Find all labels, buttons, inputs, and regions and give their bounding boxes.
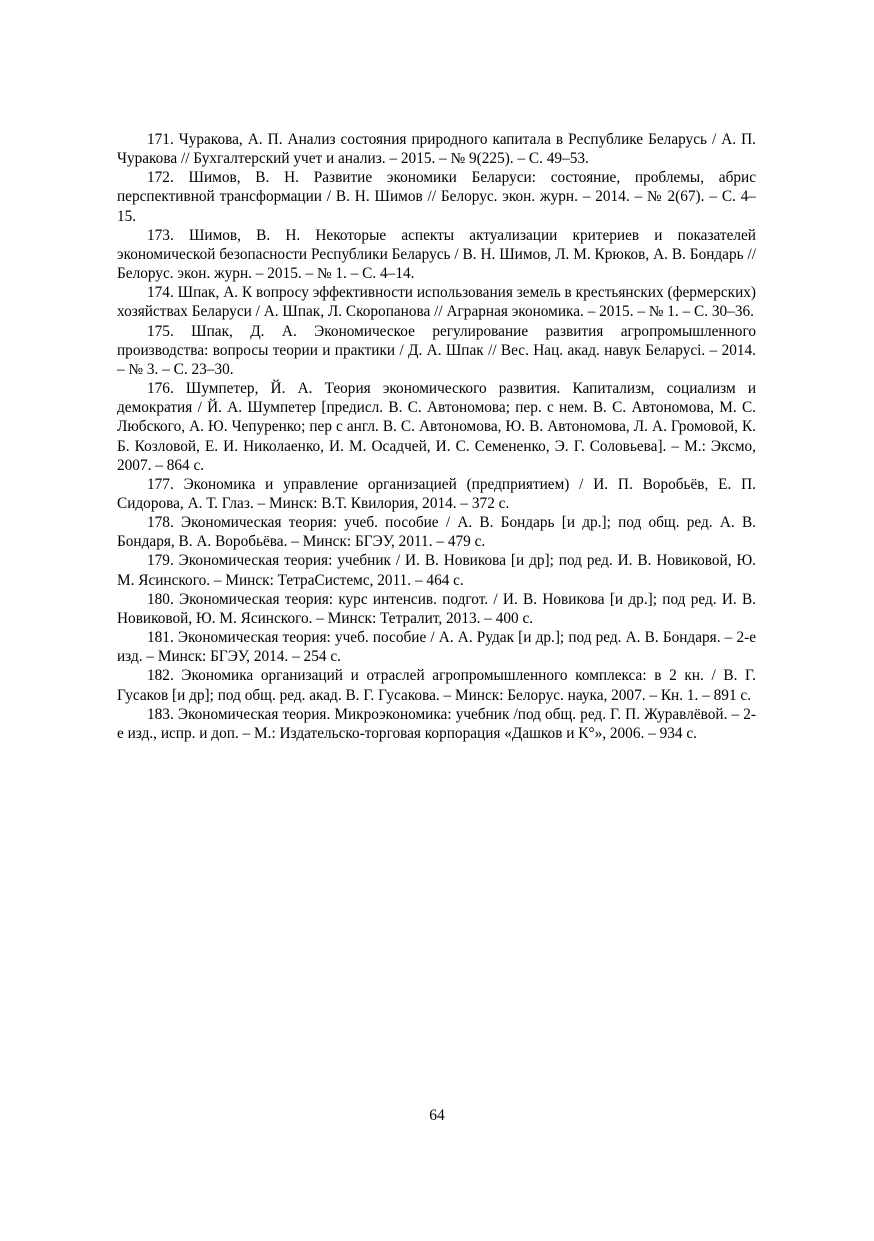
- reference-item: 182. Экономика организаций и отраслей агропромышленного комплекса: в 2 кн. / В. Г. Гусаков [и др]; под общ. ред. акад. В. Г. Гусакова. – Минск: Белорус. наука, 2007. – Кн. 1. – 891 с.: [117, 667, 756, 704]
- reference-item: 174. Шпак, А. К вопросу эффективности использования земель в крестьянских (фермерских) хозяйствах Беларуси / А. Шпак, Л. Скоропанова // Аграрная экономика. – 2015. – № 1. – С. 30–36.: [117, 284, 756, 321]
- reference-item: 173. Шимов, В. Н. Некоторые аспекты актуализации критериев и показателей экономической безопасности Республики Беларусь / В. Н. Шимов, Л. М. Крюков, А. В. Бондарь // Белорус. экон. журн. – 2015. – № 1. – С. 4–14.: [117, 226, 756, 283]
- reference-item: 180. Экономическая теория: курс интенсив. подгот. / И. В. Новикова [и др.]; под ред. И. В. Новиковой, Ю. М. Ясинского. – Минск: Тетралит, 2013. – 400 с.: [117, 590, 756, 627]
- reference-item: 179. Экономическая теория: учебник / И. В. Новикова [и др]; под ред. И. В. Новиковой, Ю. М. Ясинского. – Минск: ТетраСистемс, 2011. – 464 с.: [117, 552, 756, 589]
- reference-list: [117, 130, 756, 743]
- reference-item: 183. Экономическая теория. Микроэкономика: учебник /под общ. ред. Г. П. Журавлёвой. – 2-е изд., испр. и доп. – М.: Издательско-торговая корпорация «Дашков и К°», 2006. – 934 с.: [117, 705, 756, 742]
- reference-item: 178. Экономическая теория: учеб. пособие / А. В. Бондарь [и др.]; под общ. ред. А. В. Бондаря, В. А. Воробьёва. – Минск: БГЭУ, 2011. – 479 с.: [117, 514, 756, 551]
- reference-item: 176. Шумпетер, Й. А. Теория экономического развития. Капитализм, социализм и демократия / Й. А. Шумпетер [предисл. В. С. Автономова; пер. с нем. В. С. Автономова, М. С. Любского, А. Ю. Чепуренко; пер с англ. В. С. Автономова, Ю. В. Автономова, Л. А. Громовой, К. Б. Козловой, Е. И. Николаенко, И. М. Осадчей, И. С. Семененко, Э. Г. Соловьева]. – М.: Эксмо, 2007. – 864 с.: [117, 380, 756, 474]
- reference-item: 177. Экономика и управление организацией (предприятием) / И. П. Воробьёв, Е. П. Сидорова, А. Т. Глаз. – Минск: В.Т. Квилория, 2014. – 372 с.: [117, 475, 756, 512]
- reference-item: 171. Чуракова, А. П. Анализ состояния природного капитала в Республике Беларусь / А. П. Чуракова // Бухгалтерский учет и анализ. – 2015. – № 9(225). – С. 49–53.: [117, 131, 756, 168]
- reference-item: 172. Шимов, В. Н. Развитие экономики Беларуси: состояние, проблемы, абрис перспективной трансформации / В. Н. Шимов // Белорус. экон. журн. – 2014. – № 2(67). – С. 4–15.: [117, 169, 756, 225]
- reference-item: 175. Шпак, Д. А. Экономическое регулирование развития агропромышленного производства: вопросы теории и практики / Д. А. Шпак // Вес. Нац. акад. навук Беларусі. – 2014. – № 3. – С. 23–30.: [117, 322, 756, 378]
- reference-item: 181. Экономическая теория: учеб. пособие / А. А. Рудак [и др.]; под ред. А. В. Бондаря. – 2-е изд. – Минск: БГЭУ, 2014. – 254 с.: [117, 629, 756, 666]
- page-number: 64: [429, 1107, 445, 1124]
